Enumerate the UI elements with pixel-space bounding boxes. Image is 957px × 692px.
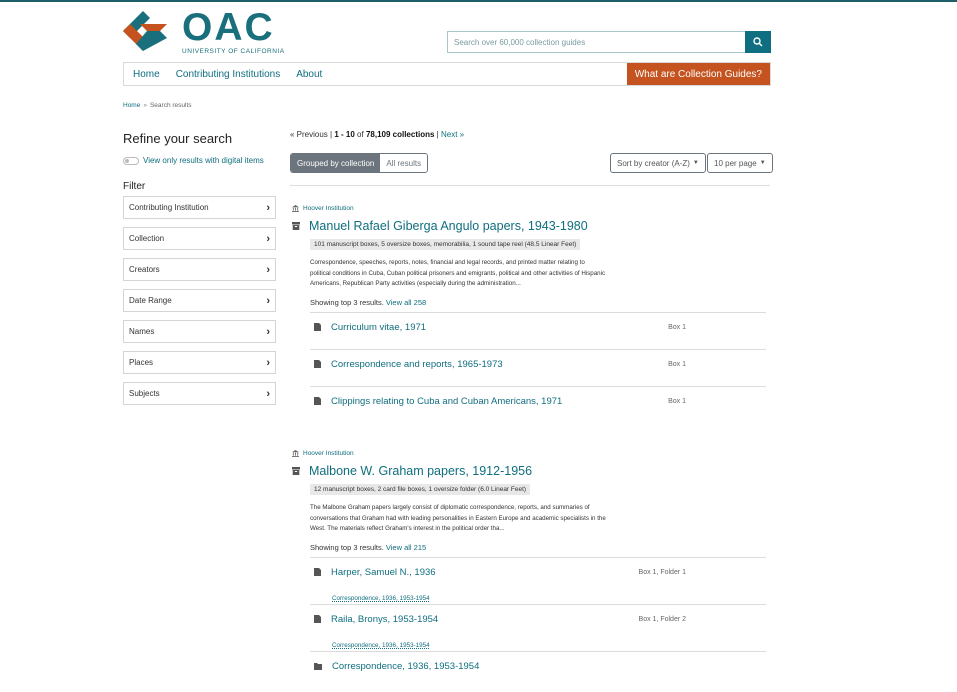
chevron-right-icon: › (266, 294, 270, 307)
component-item (310, 604, 766, 651)
component-title[interactable]: Raila, Bronys, 1953-1954 (331, 613, 439, 625)
digital-items-toggle-row[interactable] (123, 156, 264, 165)
component-title[interactable]: Harper, Samuel N., 1936 (331, 566, 436, 578)
filter-collection[interactable] (123, 227, 276, 250)
extent-badge: 101 manuscript boxes, 5 oversize boxes, memorabilia, 1 sound tape reel (48.5 Linear Feet) (310, 239, 580, 250)
institution-icon (292, 205, 299, 212)
nav-home[interactable]: Home (133, 68, 160, 80)
component-list (310, 312, 766, 423)
filter-creators[interactable] (123, 258, 276, 281)
showing-text: Showing top 3 results. (310, 542, 384, 552)
oac-logo[interactable] (123, 6, 285, 55)
filter-label: Names (129, 327, 155, 336)
container-label: Box 1 (668, 397, 686, 405)
filter-date-range[interactable] (123, 289, 276, 312)
main-nav (123, 62, 771, 86)
next-link[interactable]: Next » (440, 130, 465, 139)
component-item (310, 386, 766, 423)
breadcrumb-separator: » (143, 102, 147, 109)
collection-description: Correspondence, speeches, reports, notes, financial and legal records, and printed matter relating to political conditions in Cuba, Cuban political prisoners and emigrants, political and other activities of Hispanic Americans, Republican Party activities (especially during the administration... (310, 259, 606, 287)
institution-link[interactable] (292, 205, 766, 212)
parent-series-link[interactable]: Correspondence, 1936, 1953-1954 (332, 594, 430, 602)
collection-guides-button[interactable]: What are Collection Guides? (627, 63, 770, 85)
showing-text: Showing top 3 results. (310, 297, 384, 307)
component-list (310, 557, 766, 681)
logo-subtitle: UNIVERSITY OF CALIFORNIA (182, 48, 285, 55)
search-bar (447, 31, 771, 53)
breadcrumb (123, 102, 192, 109)
view-all-link[interactable]: View all 215 (385, 542, 427, 552)
pagination-summary (290, 130, 464, 139)
breadcrumb-current: Search results (149, 102, 192, 109)
institution-icon (292, 450, 299, 457)
filter-label: Creators (129, 265, 160, 274)
nav-about[interactable]: About (296, 68, 323, 80)
chevron-right-icon: › (266, 356, 270, 369)
filter-label: Date Range (129, 296, 172, 305)
component-title[interactable]: Curriculum vitae, 1971 (331, 321, 427, 333)
archive-box-icon (292, 222, 300, 230)
top-accent-line (0, 0, 957, 2)
component-title[interactable]: Correspondence, 1936, 1953-1954 (332, 660, 480, 672)
chevron-right-icon: › (266, 263, 270, 276)
filter-label: Contributing Institution (129, 203, 209, 212)
component-item (310, 651, 766, 681)
collection-result (292, 205, 766, 423)
pager-separator: | (330, 130, 333, 139)
per-page-label: 10 per page (714, 158, 757, 168)
filter-label: Places (129, 358, 154, 367)
previous-link: « Previous (290, 130, 328, 139)
collection-title[interactable]: Manuel Rafael Giberga Angulo papers, 1943-1980 (309, 219, 588, 233)
container-label: Box 1, Folder 1 (638, 568, 686, 576)
all-results-button[interactable]: All results (380, 154, 427, 172)
chevron-right-icon: › (266, 387, 270, 400)
component-item (310, 312, 766, 349)
chevron-right-icon: › (266, 325, 270, 338)
view-mode-toggle (290, 153, 428, 173)
refine-title: Refine your search (123, 131, 233, 146)
sort-dropdown[interactable] (610, 153, 706, 173)
folder-icon (314, 663, 322, 670)
chevron-right-icon: › (266, 201, 270, 214)
divider (290, 185, 770, 186)
oac-logo-mark-icon (123, 11, 167, 51)
result-total: 78,109 collections (365, 130, 435, 139)
filter-names[interactable] (123, 320, 276, 343)
filter-title: Filter (123, 181, 146, 192)
component-title[interactable]: Correspondence and reports, 1965-1973 (331, 358, 503, 370)
institution-name[interactable]: Hoover Institution (303, 450, 354, 457)
per-page-dropdown[interactable] (707, 153, 773, 173)
digital-items-toggle-label[interactable]: View only results with digital items (143, 156, 264, 165)
component-item (310, 349, 766, 386)
extent-badge: 12 manuscript boxes, 2 card file boxes, 1 oversize folder (6.0 Linear Feet) (310, 484, 530, 495)
caret-down-icon: ▼ (759, 160, 766, 166)
grouped-by-collection-button[interactable]: Grouped by collection (291, 154, 380, 172)
institution-link[interactable] (292, 450, 766, 457)
search-icon (753, 37, 763, 47)
document-icon (314, 360, 321, 368)
filter-subjects[interactable] (123, 382, 276, 405)
nav-contributing-institutions[interactable]: Contributing Institutions (175, 68, 281, 80)
document-icon (314, 397, 321, 405)
container-label: Box 1 (668, 323, 686, 331)
collection-title[interactable]: Malbone W. Graham papers, 1912-1956 (309, 464, 533, 478)
component-item (310, 557, 766, 604)
showing-results (310, 543, 766, 552)
institution-name[interactable]: Hoover Institution (303, 205, 354, 212)
search-button[interactable] (745, 31, 771, 53)
pager-separator: | (436, 130, 439, 139)
collection-description: The Malbone Graham papers largely consist of diplomatic correspondence, reports, and summaries of conversations that Graham had with leading personalities in Eastern Europe and academic specialists in the West. The materials reflect Graham's interest in the political order tha... (310, 504, 606, 532)
chevron-right-icon: › (266, 232, 270, 245)
filter-places[interactable] (123, 351, 276, 374)
breadcrumb-home[interactable]: Home (123, 102, 141, 109)
filter-contributing-institution[interactable] (123, 196, 276, 219)
container-label: Box 1, Folder 2 (638, 615, 686, 623)
digital-items-toggle[interactable] (123, 157, 139, 165)
container-label: Box 1 (668, 360, 686, 368)
sort-label: Sort by creator (A-Z) (617, 158, 690, 168)
search-input[interactable] (447, 31, 745, 53)
document-icon (314, 568, 321, 576)
showing-results (310, 298, 766, 307)
collection-result (292, 450, 766, 681)
filter-label: Subjects (129, 389, 160, 398)
logo-wordmark: OAC (182, 6, 275, 49)
pager-of: of (357, 130, 364, 139)
document-icon (314, 615, 321, 623)
component-title[interactable]: Clippings relating to Cuba and Cuban Americans, 1971 (331, 395, 563, 407)
filter-list (123, 196, 276, 413)
archive-box-icon (292, 467, 300, 475)
filter-label: Collection (129, 234, 165, 243)
view-all-link[interactable]: View all 258 (385, 297, 427, 307)
document-icon (314, 323, 321, 331)
caret-down-icon: ▼ (692, 160, 699, 166)
parent-series-link[interactable]: Correspondence, 1936, 1953-1954 (332, 641, 430, 649)
result-range: 1 - 10 (334, 130, 355, 139)
